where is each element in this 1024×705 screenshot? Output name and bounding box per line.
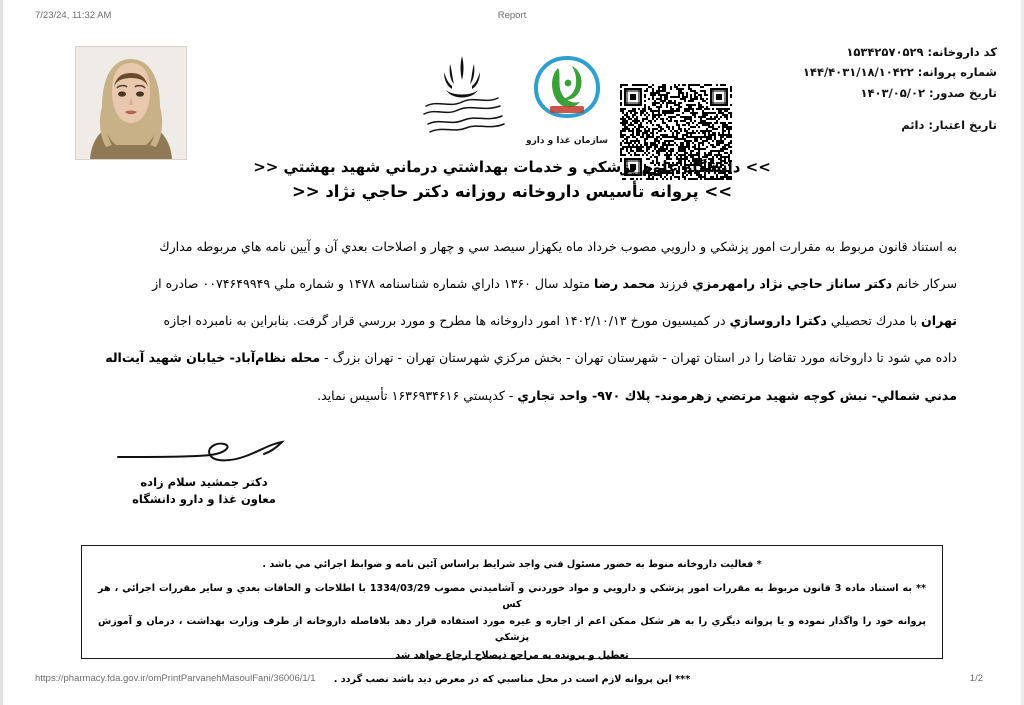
body-line-4a: داده مي شود تا داروخانه مورد تقاضا را در استان تهران - شهرستان تهران - بخش مركزي شهرستان تهران - تهران بزرگ - [320,350,957,366]
document-header-band [3,42,1021,162]
address-part-2: مدني شمالي- نبش كوچه شهيد مرتضي زهرموند- پلاك ۹۷۰- واحد تجاري [517,387,957,403]
license-number: شماره پروانه: ۱۴۴/۴۰۳۱/۱۸/۱۰۴۲۲ [802,65,997,80]
body-line-3d: در كميسيون مورخ ۱۴۰۲/۱۰/۱۳ امور داروخانه ها مطرح و مورد بررسي قرار گرفت. بنابراين به نامبرده اجازه [163,313,730,329]
footnote-2-line-3: تعطيل و پرونده به مراجع ذيصلاح ارجاع خواهد شد [395,650,629,662]
body-line-2a: سركار خانم [892,276,957,292]
footnote-2-line-2: پروانه خود را واگذار نموده و يا پروانه ديگري را به هر شكل ممكن اعم از اجاره و غيره مورد استفاده قرار دهد بلافاصله داروخانه از طرف وزارت بهداشت ، درمان و آموزش پزشكي [98,616,926,644]
university-title: >> دانشگاه علوم پزشكي و خدمات بهداشتي درماني شهيد بهشتي << [253,158,771,176]
handwritten-signature-icon [114,438,294,468]
portrait-photo [75,46,187,160]
father-name: محمد رضا [593,276,656,292]
print-header [3,10,1021,32]
body-line-2e: متولد سال ۱۳۶۰ داراي شماره شناسنامه ۱۴۷۸ و شماره ملي ۰۰۷۴۶۴۹۹۴۹ صادره از [152,276,594,292]
fda-logo-caption: سازمان غذا و دارو [526,136,608,146]
footnote-2-line-1: ** به استناد ماده 3 قانون مربوط به مقررات امور پزشكي و دارويي و مواد خوردني و آشاميدني مصوب 1334/03/29 با اطلاحات و الحاقات بعدي و ساير مقررات اجرائي ، هر كس [98,582,926,610]
print-footer [3,673,1021,695]
print-page-number: 1/2 [969,673,983,684]
body-line-4 [67,339,957,376]
print-timestamp: 7/23/24, 11:32 AM [35,10,112,21]
body-line-5 [67,377,957,414]
document-body [67,228,957,414]
body-line-2 [67,265,957,302]
body-line-3 [67,302,957,339]
address-part-1: محله نظام‌آباد- خيابان شهيد آيت‌اله [105,350,321,366]
meta-spacer [747,103,997,115]
license-metadata [747,42,997,136]
issuing-city: تهران [921,313,957,329]
signer-name: دكتر جمشيد سلام زاده [140,475,268,489]
document-titles [3,156,1021,206]
moh-logo [416,50,508,142]
footnote-3: *** اين پروانه لازم است در محل مناسبي كه در معرض ديد باشد نصب گردد . [333,673,691,685]
body-line-2c: فرزند [655,276,693,292]
pharmacy-code: کد داروخانه: ۱۵۳۴۲۵۷۰۵۲۹ [846,45,997,59]
postal-code-text: - كدپستي ۱۶۳۶۹۳۴۶۱۶ تأسيس نمايد. [317,387,518,403]
fda-logo [526,50,608,146]
signature-block [99,438,309,507]
validity-date: تاریخ اعتبار: دائم [901,118,997,133]
applicant-name: دكتر ساناز حاجي نژاد رامهرمزي [692,276,893,292]
print-doc-title: Report [497,10,527,21]
footnote-1: * فعاليت داروخانه منوط به حضور مسئول فني واجد شرايط براساس آئين نامه و ضوابط اجرائي مي باشد . [262,559,762,570]
signer-role: معاون غذا و دارو دانشگاه [132,491,276,506]
degree: دكترا داروسازي [729,313,827,329]
license-title: >> پروانه تأسيس داروخانه روزانه دكتر حاجي نژاد << [291,182,733,202]
print-url: https://pharmacy.fda.gov.ir/omPrintParvanehMasoulFani/36006/1/1 [35,673,316,684]
body-line-3b: با مدرك تحصيلي [826,313,922,329]
issue-date: تاریخ صدور: ۱۴۰۳/۰۵/۰۲ [860,85,997,100]
body-line-1: به استناد قانون مربوط به مقرارت امور پزشكي و دارويي مصوب خرداد ماه يكهزار سيصد سي و چهار و اصلاحات بعدي آن و آيين نامه هاي مربوطه مدارك [159,239,957,254]
